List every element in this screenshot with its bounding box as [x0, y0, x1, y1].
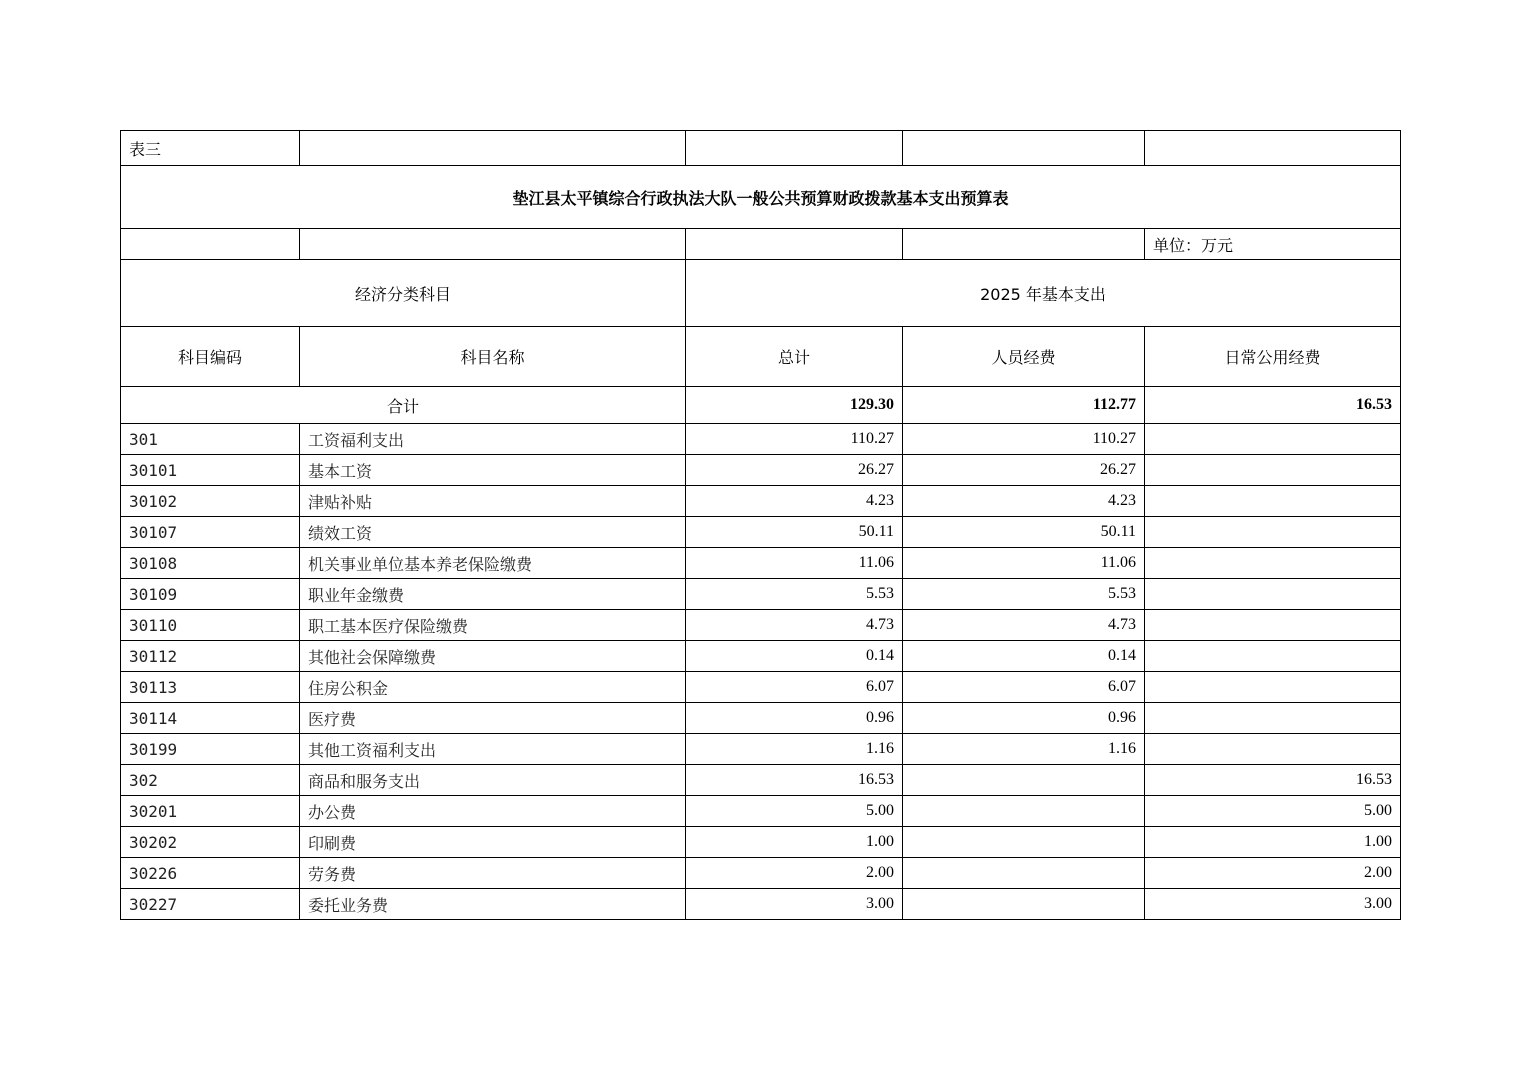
- table-row: [121, 641, 1401, 672]
- row-code: 30114: [121, 703, 300, 734]
- row-total: 4.73: [686, 610, 903, 641]
- row-personnel: 4.73: [903, 610, 1145, 641]
- row-code: 30101: [121, 455, 300, 486]
- row-public: [1145, 610, 1401, 641]
- row-personnel: 0.14: [903, 641, 1145, 672]
- row-code: 30226: [121, 858, 300, 889]
- row-public: 2.00: [1145, 858, 1401, 889]
- row-personnel: [903, 796, 1145, 827]
- row-total: 0.14: [686, 641, 903, 672]
- row-name: 劳务费: [300, 858, 686, 889]
- row-public: 5.00: [1145, 796, 1401, 827]
- row-total: 3.00: [686, 889, 903, 920]
- row-total: 50.11: [686, 517, 903, 548]
- total-personnel: 112.77: [903, 387, 1145, 424]
- row-total: 6.07: [686, 672, 903, 703]
- row-public: [1145, 703, 1401, 734]
- page-title: 垫江县太平镇综合行政执法大队一般公共预算财政拨款基本支出预算表: [121, 166, 1401, 229]
- row-name: 职工基本医疗保险缴费: [300, 610, 686, 641]
- row-code: 30201: [121, 796, 300, 827]
- group-header-row: [121, 260, 1401, 327]
- row-public: 3.00: [1145, 889, 1401, 920]
- row-name: 印刷费: [300, 827, 686, 858]
- table-row: [121, 517, 1401, 548]
- row-public: [1145, 517, 1401, 548]
- row-name: 绩效工资: [300, 517, 686, 548]
- unit-label: 单位：万元: [1145, 229, 1401, 260]
- row-code: 301: [121, 424, 300, 455]
- row-total: 0.96: [686, 703, 903, 734]
- total-label: 合计: [121, 387, 686, 424]
- row-name: 办公费: [300, 796, 686, 827]
- row-total: 1.00: [686, 827, 903, 858]
- table-row: [121, 796, 1401, 827]
- row-personnel: 50.11: [903, 517, 1145, 548]
- row-code: 30199: [121, 734, 300, 765]
- row-personnel: 4.23: [903, 486, 1145, 517]
- table-row: [121, 486, 1401, 517]
- row-public: 16.53: [1145, 765, 1401, 796]
- row-personnel: 26.27: [903, 455, 1145, 486]
- row-code: 30108: [121, 548, 300, 579]
- row-personnel: [903, 827, 1145, 858]
- table-row: [121, 455, 1401, 486]
- row-public: 1.00: [1145, 827, 1401, 858]
- table-number-row: [121, 131, 1401, 166]
- row-code: 30107: [121, 517, 300, 548]
- table-row: [121, 424, 1401, 455]
- row-name: 其他社会保障缴费: [300, 641, 686, 672]
- table-row: [121, 548, 1401, 579]
- title-row: [121, 166, 1401, 229]
- column-header-personnel: 人员经费: [903, 327, 1145, 387]
- row-public: [1145, 641, 1401, 672]
- group-header-economic: 经济分类科目: [121, 260, 686, 327]
- total-row: [121, 387, 1401, 424]
- row-code: 30112: [121, 641, 300, 672]
- table-row: [121, 703, 1401, 734]
- row-name: 津贴补贴: [300, 486, 686, 517]
- row-name: 其他工资福利支出: [300, 734, 686, 765]
- row-code: 30109: [121, 579, 300, 610]
- row-public: [1145, 455, 1401, 486]
- row-personnel: 0.96: [903, 703, 1145, 734]
- row-personnel: [903, 858, 1145, 889]
- table-number: 表三: [121, 131, 300, 166]
- unit-row: [121, 229, 1401, 260]
- row-code: 30227: [121, 889, 300, 920]
- row-name: 基本工资: [300, 455, 686, 486]
- total-sum: 129.30: [686, 387, 903, 424]
- table-row: [121, 889, 1401, 920]
- column-header-row: [121, 327, 1401, 387]
- row-code: 302: [121, 765, 300, 796]
- column-header-total: 总计: [686, 327, 903, 387]
- row-total: 4.23: [686, 486, 903, 517]
- row-name: 工资福利支出: [300, 424, 686, 455]
- row-public: [1145, 672, 1401, 703]
- row-total: 5.53: [686, 579, 903, 610]
- row-code: 30113: [121, 672, 300, 703]
- row-public: [1145, 734, 1401, 765]
- row-name: 委托业务费: [300, 889, 686, 920]
- row-personnel: 6.07: [903, 672, 1145, 703]
- column-header-name: 科目名称: [300, 327, 686, 387]
- row-personnel: [903, 889, 1145, 920]
- row-public: [1145, 424, 1401, 455]
- table-row: [121, 827, 1401, 858]
- row-total: 26.27: [686, 455, 903, 486]
- row-personnel: [903, 765, 1145, 796]
- table-row: [121, 858, 1401, 889]
- row-code: 30110: [121, 610, 300, 641]
- row-total: 5.00: [686, 796, 903, 827]
- row-name: 住房公积金: [300, 672, 686, 703]
- table-row: [121, 672, 1401, 703]
- row-total: 1.16: [686, 734, 903, 765]
- row-name: 机关事业单位基本养老保险缴费: [300, 548, 686, 579]
- row-total: 11.06: [686, 548, 903, 579]
- row-personnel: 1.16: [903, 734, 1145, 765]
- row-public: [1145, 548, 1401, 579]
- column-header-public: 日常公用经费: [1145, 327, 1401, 387]
- row-name: 医疗费: [300, 703, 686, 734]
- column-header-code: 科目编码: [121, 327, 300, 387]
- table-row: [121, 610, 1401, 641]
- table-row: [121, 765, 1401, 796]
- row-code: 30202: [121, 827, 300, 858]
- row-total: 110.27: [686, 424, 903, 455]
- row-public: [1145, 486, 1401, 517]
- row-total: 2.00: [686, 858, 903, 889]
- row-personnel: 11.06: [903, 548, 1145, 579]
- row-personnel: 5.53: [903, 579, 1145, 610]
- row-name: 商品和服务支出: [300, 765, 686, 796]
- row-personnel: 110.27: [903, 424, 1145, 455]
- row-total: 16.53: [686, 765, 903, 796]
- row-code: 30102: [121, 486, 300, 517]
- row-public: [1145, 579, 1401, 610]
- table-row: [121, 734, 1401, 765]
- row-name: 职业年金缴费: [300, 579, 686, 610]
- table-row: [121, 579, 1401, 610]
- budget-table: [120, 130, 1401, 920]
- group-header-basic-expenditure: 2025 年基本支出: [686, 260, 1401, 327]
- total-public: 16.53: [1145, 387, 1401, 424]
